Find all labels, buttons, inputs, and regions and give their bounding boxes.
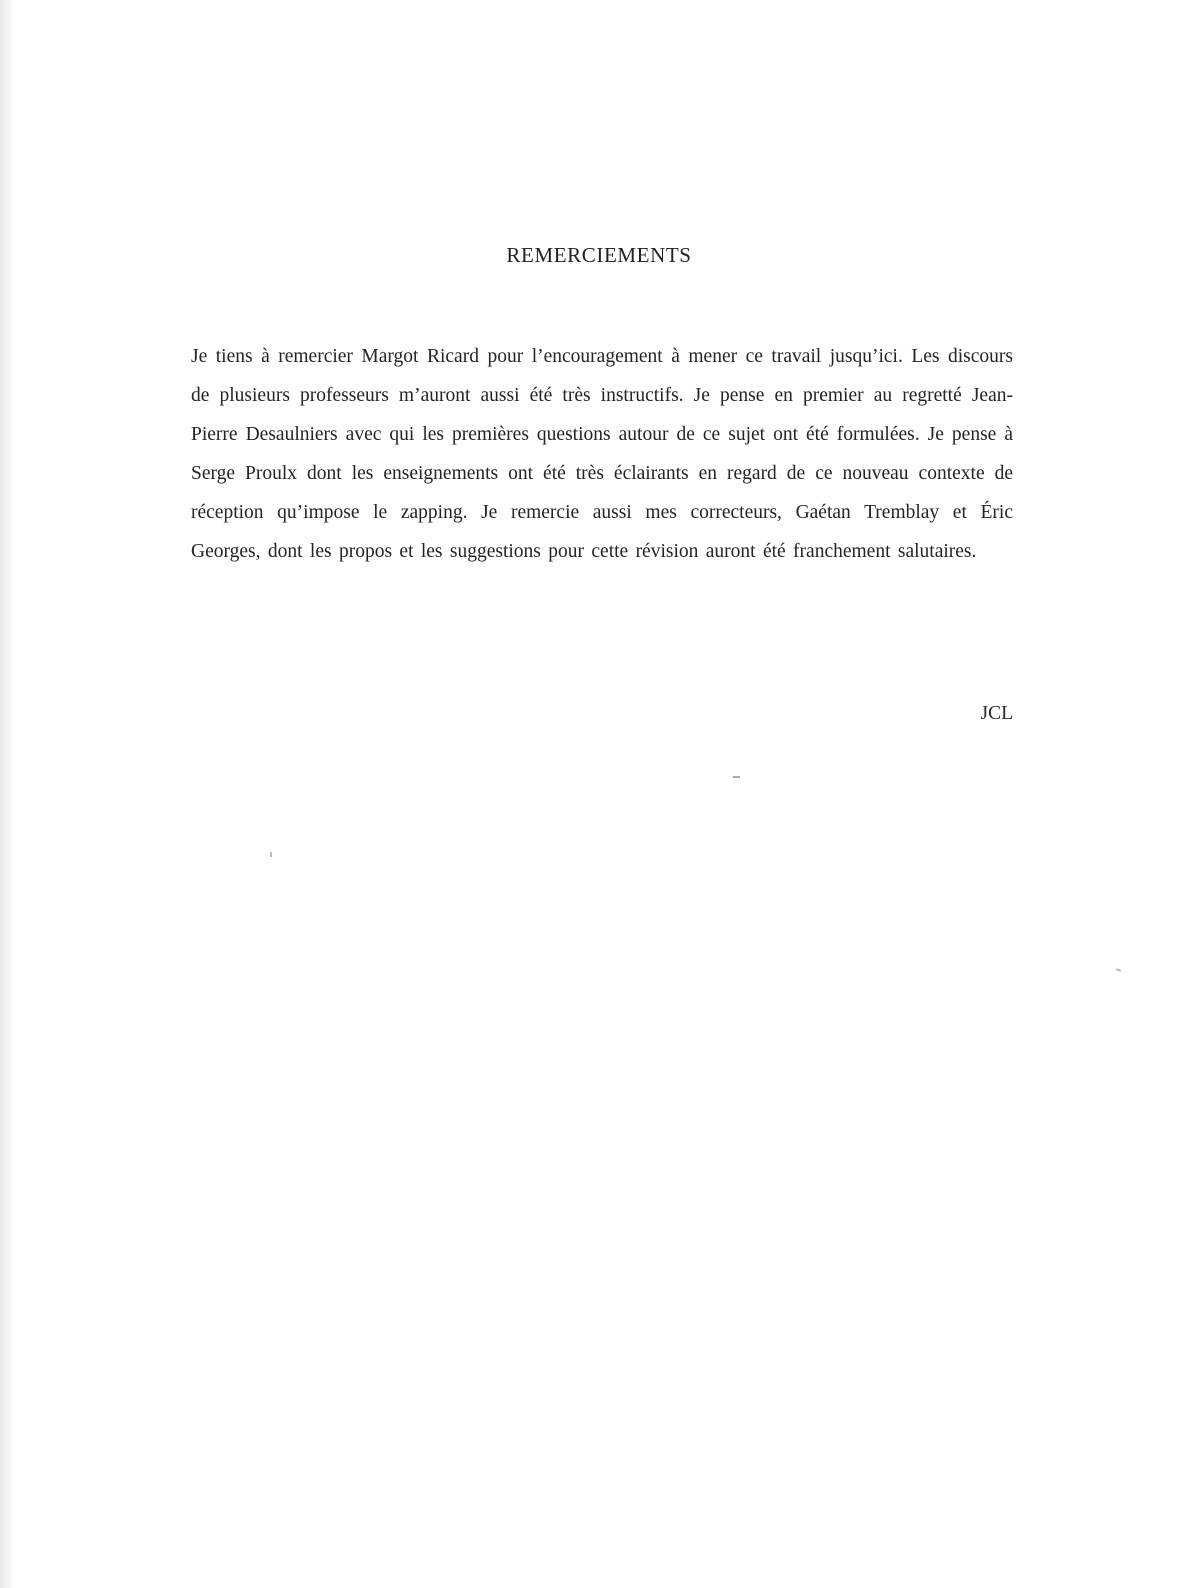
scan-edge-shading bbox=[0, 0, 14, 1588]
scan-artifact-speck bbox=[270, 852, 272, 857]
signature-initials: JCL bbox=[980, 703, 1013, 724]
acknowledgements-paragraph: Je tiens à remercier Margot Ricard pour l’encouragement à mener ce travail jusqu’ici. Les discours de plusieurs professeurs m’auront aussi été très instructifs. Je pense en premier au regretté Jean-Pierre Desaulniers avec qui les premières questions autour de ce sujet ont été formulées. Je pense à Serge Proulx dont les enseignements ont été très éclairants en regard de ce nouveau contexte de réception qu’impose le zapping. Je remercie aussi mes correcteurs, Gaétan Tremblay et Éric Georges, dont les propos et les suggestions pour cette révision auront été franchement salutaires. bbox=[191, 346, 1013, 562]
scan-artifact-dash bbox=[733, 776, 740, 778]
scan-artifact-speck bbox=[1116, 968, 1121, 972]
page-title: REMERCIEMENTS bbox=[506, 243, 692, 267]
